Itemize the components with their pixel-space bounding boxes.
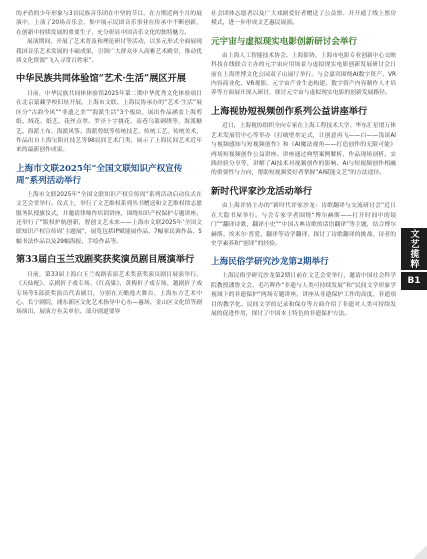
- article-body-magnolia-awards: 日前，第33届上海白玉兰戏剧表演艺术奖获奖演员剧目展演举行。《天仙配》、京剧折子戏专场、《红高粱》、黄梅折子戏专场、越剧折子戏专场等5部获奖演员代表剧目，分别在天蟾逸夫舞台、上海东方艺术中心、长宁剧院，浦东新区文化艺术指导中心东—惠场、金山区文化馆等剧场演出，展演方有关单位、部分剧道要界: [16, 271, 202, 316]
- article-body-ethnic-experience: 日前，中华民族共同体体验馆2025年第二期中华优秀文化体验项目在北京蒙藏学校旧址开展。上海市文联、上海民协承办的“艺术·生活”展区分“古韵今风”“非遗之美”“海派生活”3个板块，展出作品涵盖上海剪纸、绒花、纸艺、花丝点翠、罗泾十字挑花、南巷乌篮刺绣等，海派糖艺、海派土布、海派风筝、海派剪纸等传统技艺、传统工艺、传统美术，作品出自上海宝阳社技艺等98民间艺术门类，展示了上海民间艺术近年来的最新创作成果。: [16, 90, 202, 154]
- article-body-short-video: 近日，上海视协组织全向专家在上海工程技术大学、华东汇星谱万体艺术发展管中心等举办《打破壁垒定式，让创意再飞——白——浅谈AI与视频感知与短视频创作》和《AI魔法视角——打造创作的无限可能》两场短视频创作公益讲座。讲座通过典型案例解析、作品现场剖析、实践经验分享等，讲解了AI技术对视频创作的影响、AI与短视频创作相融的重要性与方向，帮助短视频爱好者掌握“AI赋能文艺”的方法途径。: [211, 123, 396, 177]
- article-title-critics-salon: 新时代评家沙龙活动举行: [211, 185, 313, 197]
- continued-paragraph: 社会团体志愿者以及广大戏剧爱好者赠送了公益票。并开通了线上票房模式，进一步形成文艺惠民展演。: [211, 11, 396, 27]
- intro-paragraph: 的矛盾的少年形象与3首民族音乐团在中坚的节目。在方期近两个月的展演中，上演了20场音乐会，集中展示民团音乐事业在传承中不断创新，在创新中持续发展的重要生子，充分彰显中国音乐文化的独特魅力。: [16, 11, 202, 36]
- page-number-tab: B1: [401, 272, 427, 290]
- article-title-ip-week: 上海市文联2025年“全国文联知识产权宣传周”系列活动举行: [16, 163, 183, 186]
- article-title-metaverse: 元宇宙与虚拟现实电影创新研讨会举行: [211, 36, 358, 47]
- left-column: [16, 10, 202, 318]
- article-body-folklore-salon: 上海民俗学研究沙龙第2期日前在文艺会堂举行，邀请中国社会科学院教授潘鲁文会、毛巧晖作“非遗与人类可持续发展”和“民间文学形象学视域下的非遗保护”两场专题讲座。讲座从非遗保护工作的高度、非遗项目的教学化、民间文学的记录和保存等方面介绍了非遗对人类可持续发展的促进作用，探讨了中国本土特色的非遗保护方法。: [211, 273, 396, 317]
- article-body-metaverse: 由上海人工智能技术协会、上海影协、上海市电影专业创新中心交映科技在线联合主办的元宇宙应用场景与虚拟现实电影创新发展研讨会日前在上海世博文化公园双子山展厅举行。与会嘉宾围绕AI数字资产、VR内容商业化、VR观影、元宇宙产业生态构建、数字资产内容制作人才培养等方面展开深入研讨，探讨元宇宙与虚拟现实电影的创新发展路径。: [211, 52, 396, 97]
- article-title-magnolia-awards: 第33届白玉兰戏剧奖获奖演员剧目展演举行: [16, 254, 195, 266]
- article-title-short-video: 上海视协短视频创作系列公益讲座举行: [211, 105, 368, 117]
- article-body-critics-salon: 由上海评协主办的“新时代评家沙龙：诗歌翻译与交流研讨会”近日在大隐书屋举行。与会专家学者围绕“博尔赫斯——打开时间中的镜门”“翻译诗歌，翻译小史”“中国古典诗歌的话语翻译”等主题，结合博尔赫斯、埃米尔·普爱、翻译等诗学翻译，探讨了诗歌翻译的挑战、诗者的史学素养和“创译”的经验。: [211, 203, 396, 247]
- page-corner-decoration: [413, 545, 427, 559]
- article-body-ip-week: 上海市文联2025年“全国文联知识产权宣传周”系列活动启动仪式在文艺会堂举行。仪式上，举行了文艺维权系列丛书赠送和文艺维权律志愿服务队授旗仪式，并邀请律师作培训讲座，围绕知识产权保护专题讲座。还举行了“版权护航创新，智创文艺未来——上海市文联2025年‘全国文联知识产权宣传周’主题展”，展览包括IP赋能展作品、7幅家民调作品、5幅书法作品以及29幅海报、手绘作品等。: [16, 191, 202, 245]
- intro-paragraph-2: 展演期间，开展了艺术普及和理论研讨等活动，以多元形式全面展现我国音乐艺术发展的丰硕成果，引领广大群众步入高雅艺术殿堂，推动优质文化资源“飞入寻常百姓家”。: [16, 39, 202, 65]
- section-tab-label: 文艺揽粹: [401, 228, 427, 270]
- article-title-ethnic-experience: 中华民族共同体验馆“艺术·生活”展区开展: [16, 73, 186, 85]
- right-column: [211, 10, 396, 319]
- article-title-folklore-salon: 上海民俗学研究沙龙第2期举行: [211, 257, 329, 268]
